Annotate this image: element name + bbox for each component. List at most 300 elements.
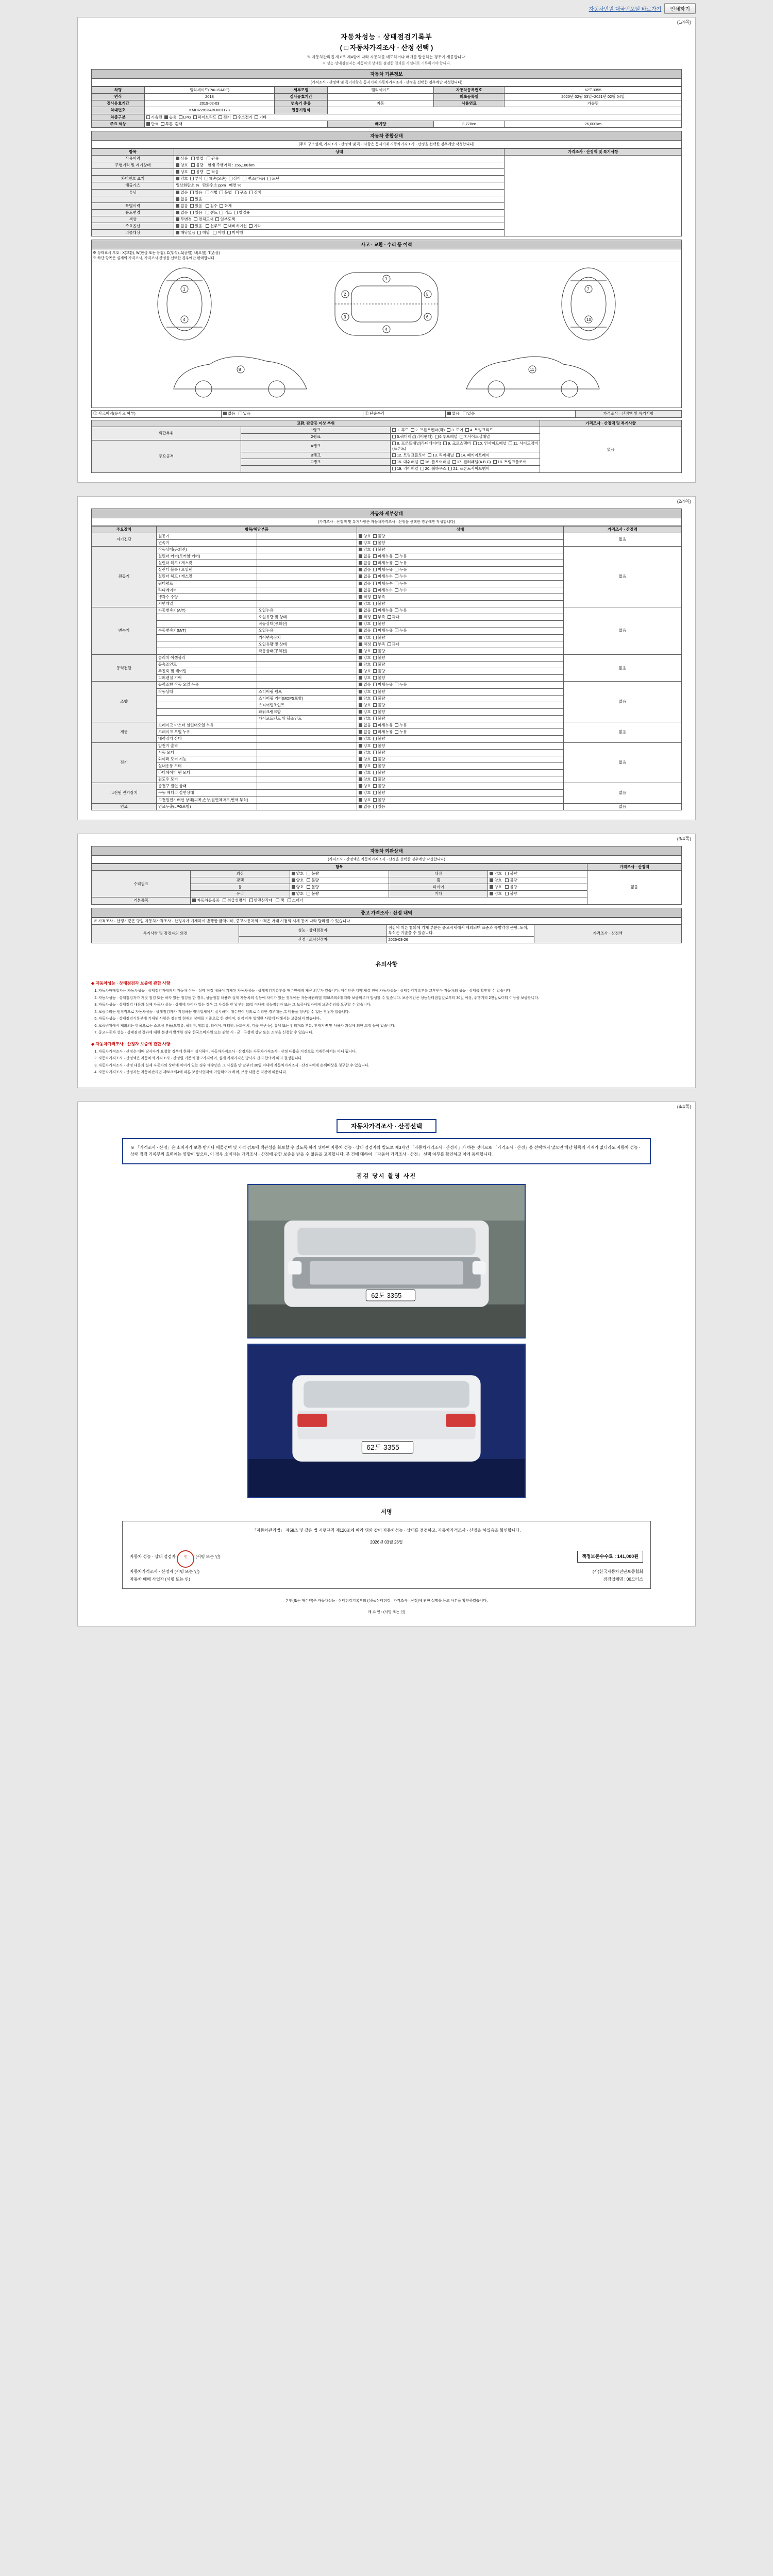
opt-5-2-0[interactable] (359, 736, 371, 741)
checkbox-icon[interactable] (206, 211, 209, 214)
checkbox-icon[interactable] (176, 177, 179, 180)
checkbox-icon[interactable] (220, 211, 223, 214)
opt-5-0-2[interactable] (395, 723, 407, 727)
print-button[interactable]: 인쇄하기 (664, 3, 696, 14)
opt-usage-commercial[interactable]: 상용 (176, 156, 188, 161)
opt-etc[interactable]: 기타 (255, 115, 267, 120)
checkbox-icon[interactable] (373, 656, 377, 659)
opt-ext2-bad-1[interactable]: 불량 (505, 878, 517, 883)
opt-6-5-0[interactable] (359, 777, 371, 782)
checkbox-icon[interactable] (359, 663, 362, 666)
opt-usechange-yes[interactable]: 있음 (190, 210, 203, 215)
opt-0-1-1[interactable] (373, 540, 385, 545)
opt-hydrogen[interactable]: 수소전기 (233, 115, 253, 120)
opt-3-3-1[interactable] (373, 675, 385, 680)
checkbox-icon[interactable] (392, 453, 396, 457)
opt-7-1-0[interactable] (359, 790, 371, 795)
checkbox-icon[interactable] (421, 467, 424, 470)
opt-ext2-good-3[interactable]: 양호 (490, 891, 502, 896)
checkbox-icon[interactable] (249, 224, 253, 228)
opt-ext-good-3[interactable]: 양호 (292, 891, 304, 896)
checkbox-icon[interactable] (490, 892, 493, 895)
checkbox-icon[interactable] (359, 608, 362, 612)
checkbox-icon[interactable] (373, 757, 377, 761)
checkbox-icon[interactable] (460, 435, 463, 438)
opt-1-2-0[interactable] (359, 561, 371, 565)
opt-1-8-0[interactable] (359, 601, 371, 606)
opt-3-1-1[interactable] (373, 662, 385, 667)
opt-3-0-0[interactable] (359, 655, 371, 660)
opt-navigation[interactable]: 내비게이션 (224, 224, 247, 228)
checkbox-icon[interactable] (176, 211, 179, 214)
opt-fire[interactable]: 화재 (220, 204, 232, 208)
checkbox-icon[interactable] (373, 588, 377, 592)
opt-7-0-1[interactable] (373, 784, 385, 788)
opt-ext2-good-0[interactable]: 양호 (490, 871, 502, 876)
opt-2-5-1[interactable] (373, 642, 385, 647)
checkbox-icon[interactable] (392, 435, 396, 438)
checkbox-icon[interactable] (373, 723, 377, 727)
checkbox-icon[interactable] (505, 878, 509, 882)
opt-4-3-0[interactable] (359, 703, 371, 707)
checkbox-icon[interactable] (373, 636, 377, 639)
checkbox-icon[interactable] (359, 690, 362, 693)
opt-6-0-0[interactable] (359, 743, 371, 748)
checkbox-icon[interactable] (359, 615, 362, 619)
opt-vin-corrosion[interactable]: 부식 (190, 176, 203, 181)
opt-tuning-illegal[interactable]: 불법 (220, 190, 232, 195)
checkbox-icon[interactable] (255, 115, 258, 119)
checkbox-icon[interactable] (395, 723, 398, 727)
checkbox-icon[interactable] (164, 115, 168, 119)
opt-1-1-2[interactable] (395, 554, 407, 558)
checkbox-icon[interactable] (190, 191, 194, 194)
checkbox-icon[interactable] (288, 899, 291, 902)
opt-mileage-good[interactable]: 양호 (176, 163, 188, 167)
checkbox-icon[interactable] (192, 899, 196, 902)
opt-4-0-2[interactable] (395, 682, 407, 687)
checkbox-icon[interactable] (359, 764, 362, 768)
checkbox-icon[interactable] (456, 453, 460, 457)
opt-vin-good[interactable]: 양호 (176, 176, 188, 181)
opt-8-0-1[interactable] (373, 804, 385, 809)
opt-1-0-0[interactable] (359, 547, 371, 552)
checkbox-icon[interactable] (493, 460, 497, 464)
checkbox-icon[interactable] (359, 541, 362, 545)
checkbox-icon[interactable] (220, 204, 223, 208)
checkbox-icon[interactable] (373, 777, 377, 781)
opt-tuning-device[interactable]: 장치 (249, 190, 262, 195)
checkbox-icon[interactable] (505, 892, 509, 895)
checkbox-icon[interactable] (235, 191, 239, 194)
opt-2-5-2[interactable] (388, 642, 400, 647)
checkbox-icon[interactable] (373, 582, 377, 585)
checkbox-icon[interactable] (373, 683, 377, 686)
checkbox-icon[interactable] (359, 561, 362, 565)
checkbox-icon[interactable] (373, 642, 377, 646)
opt-color-single[interactable]: 단색 (146, 122, 159, 126)
opt-1-6-1[interactable] (373, 588, 393, 592)
checkbox-icon[interactable] (373, 608, 377, 612)
opt-6-4-0[interactable] (359, 770, 371, 775)
opt-recall-notdone[interactable]: 미이행 (227, 230, 243, 235)
checkbox-icon[interactable] (421, 460, 424, 464)
opt-electric[interactable]: 전기 (219, 115, 231, 120)
checkbox-icon[interactable] (359, 548, 362, 551)
checkbox-icon[interactable] (292, 872, 295, 875)
checkbox-icon[interactable] (359, 703, 362, 707)
opt-repair-none[interactable]: 없음 (447, 411, 460, 416)
opt-1-0-1[interactable] (373, 547, 385, 552)
checkbox-icon[interactable] (443, 442, 447, 445)
checkbox-icon[interactable] (276, 899, 279, 902)
checkbox-icon[interactable] (206, 224, 209, 228)
opt-lease[interactable]: 리스 (220, 210, 232, 215)
opt-lpg[interactable]: LPG (179, 115, 191, 120)
checkbox-icon[interactable] (359, 554, 362, 558)
checkbox-icon[interactable] (359, 669, 362, 673)
checkbox-icon[interactable] (373, 690, 377, 693)
opt-1-4-1[interactable] (373, 574, 393, 579)
opt-2-6-0[interactable] (359, 649, 371, 653)
checkbox-icon[interactable] (359, 757, 362, 761)
checkbox-icon[interactable] (373, 548, 377, 551)
opt-tuning-yes[interactable]: 있음 (190, 190, 203, 195)
checkbox-icon[interactable] (395, 568, 398, 571)
checkbox-icon[interactable] (373, 710, 377, 714)
opt-2-3-2[interactable] (395, 628, 407, 633)
checkbox-icon[interactable] (388, 615, 391, 619)
checkbox-icon[interactable] (373, 771, 377, 774)
checkbox-icon[interactable] (229, 177, 232, 180)
checkbox-icon[interactable] (227, 231, 231, 234)
checkbox-icon[interactable] (465, 428, 469, 432)
opt-ext-good-0[interactable]: 양호 (292, 871, 304, 876)
opt-recall-na[interactable]: 해당없음 (176, 230, 195, 235)
checkbox-icon[interactable] (146, 115, 150, 119)
opt-2-0-0[interactable] (359, 608, 371, 613)
checkbox-icon[interactable] (373, 669, 377, 673)
opt-7-2-0[interactable] (359, 798, 371, 802)
opt-flood[interactable]: 침수 (206, 204, 218, 208)
checkbox-icon[interactable] (392, 467, 396, 470)
opt-5-0-1[interactable] (373, 723, 393, 727)
opt-2-3-1[interactable] (373, 628, 393, 633)
checkbox-icon[interactable] (395, 608, 398, 612)
checkbox-icon[interactable] (359, 636, 362, 639)
checkbox-icon[interactable] (292, 878, 295, 882)
checkbox-icon[interactable] (224, 224, 227, 228)
checkbox-icon[interactable] (215, 217, 219, 221)
opt-accident-none[interactable]: 없음 (223, 411, 236, 416)
opt-recall-done[interactable]: 이행 (213, 230, 225, 235)
opt-1-6-2[interactable] (395, 588, 407, 592)
opt-1-3-0[interactable] (359, 567, 371, 572)
opt-ext-good-1[interactable]: 양호 (292, 878, 304, 883)
checkbox-icon[interactable] (395, 554, 398, 558)
opt-color-full[interactable]: 전체도색 (194, 217, 213, 222)
opt-5-2-1[interactable] (373, 736, 385, 741)
opt-mileage-bad[interactable]: 불량 (191, 163, 204, 167)
checkbox-icon[interactable] (392, 442, 396, 445)
opt-accident-yes[interactable]: 있음 (239, 411, 251, 416)
opt-usage-gov[interactable]: 관용 (207, 156, 219, 161)
opt-ext2-bad-3[interactable]: 불량 (505, 891, 517, 896)
checkbox-icon[interactable] (447, 412, 451, 415)
checkbox-icon[interactable] (395, 588, 398, 592)
checkbox-icon[interactable] (190, 204, 194, 208)
opt-options-yes[interactable]: 있음 (190, 224, 203, 228)
opt-6-3-0[interactable] (359, 764, 371, 768)
opt-vin-damage[interactable]: 훼손(오손) (205, 176, 227, 181)
opt-8-0-0[interactable] (359, 804, 371, 809)
checkbox-icon[interactable] (233, 115, 237, 119)
checkbox-icon[interactable] (161, 122, 164, 126)
checkbox-icon[interactable] (206, 191, 209, 194)
opt-ext2-bad-0[interactable]: 불량 (505, 871, 517, 876)
checkbox-icon[interactable] (146, 122, 150, 126)
checkbox-icon[interactable] (190, 177, 194, 180)
checkbox-icon[interactable] (190, 197, 194, 201)
opt-0-1-0[interactable] (359, 540, 371, 545)
checkbox-icon[interactable] (359, 791, 362, 794)
checkbox-icon[interactable] (490, 885, 493, 889)
checkbox-icon[interactable] (307, 878, 310, 882)
checkbox-icon[interactable] (176, 197, 179, 201)
checkbox-icon[interactable] (395, 561, 398, 565)
checkbox-icon[interactable] (292, 892, 295, 895)
checkbox-icon[interactable] (359, 771, 362, 774)
opt-1-5-1[interactable] (373, 581, 393, 586)
opt-tuning-legal[interactable]: 적법 (206, 190, 218, 195)
checkbox-icon[interactable] (373, 649, 377, 653)
opt-1-6-0[interactable] (359, 588, 371, 592)
checkbox-icon[interactable] (373, 717, 377, 720)
checkbox-icon[interactable] (359, 723, 362, 727)
opt-ext-bad-1[interactable]: 불량 (307, 878, 319, 883)
opt-gasoline[interactable]: 가솔린 (146, 115, 162, 120)
checkbox-icon[interactable] (197, 231, 201, 234)
opt-1-8-1[interactable] (373, 601, 385, 606)
checkbox-icon[interactable] (359, 649, 362, 653)
checkbox-icon[interactable] (359, 676, 362, 680)
checkbox-icon[interactable] (359, 588, 362, 592)
checkbox-icon[interactable] (373, 730, 377, 734)
checkbox-icon[interactable] (249, 191, 253, 194)
opt-4-5-1[interactable] (373, 716, 385, 721)
opt-6-5-1[interactable] (373, 777, 385, 782)
checkbox-icon[interactable] (223, 899, 226, 902)
checkbox-icon[interactable] (205, 177, 208, 180)
opt-2-4-0[interactable] (359, 635, 371, 640)
checkbox-icon[interactable] (373, 737, 377, 740)
opt-good[interactable]: 양호 (176, 170, 188, 174)
checkbox-icon[interactable] (373, 703, 377, 707)
checkbox-icon[interactable] (359, 717, 362, 720)
opt-repair-yes[interactable]: 있음 (463, 411, 475, 416)
checkbox-icon[interactable] (359, 582, 362, 585)
opt-6-1-1[interactable] (373, 750, 385, 755)
checkbox-icon[interactable] (395, 629, 398, 632)
checkbox-icon[interactable] (359, 642, 362, 646)
checkbox-icon[interactable] (359, 777, 362, 781)
checkbox-icon[interactable] (395, 574, 398, 578)
checkbox-icon[interactable] (373, 554, 377, 558)
opt-options-etc[interactable]: 기타 (249, 224, 261, 228)
checkbox-icon[interactable] (359, 574, 362, 578)
checkbox-icon[interactable] (373, 568, 377, 571)
checkbox-icon[interactable] (452, 460, 456, 464)
opt-4-0-1[interactable] (373, 682, 393, 687)
checkbox-icon[interactable] (176, 231, 179, 234)
opt-1-1-1[interactable] (373, 554, 393, 558)
checkbox-icon[interactable] (373, 574, 377, 578)
checkbox-icon[interactable] (207, 157, 210, 160)
checkbox-icon[interactable] (359, 751, 362, 754)
opt-1-5-2[interactable] (395, 581, 407, 586)
opt-ext-bad-2[interactable]: 불량 (307, 885, 319, 889)
opt-2-2-0[interactable] (359, 621, 371, 626)
opt-usechange-none[interactable]: 없음 (176, 210, 188, 215)
checkbox-icon[interactable] (359, 568, 362, 571)
opt-vin-altered[interactable]: 변조(타공) (243, 176, 265, 181)
checkbox-icon[interactable] (307, 892, 310, 895)
checkbox-icon[interactable] (373, 561, 377, 565)
opt-4-4-0[interactable] (359, 709, 371, 714)
opt-base-4[interactable]: 스패너 (288, 898, 304, 903)
opt-base-3[interactable]: 잭 (276, 898, 284, 903)
opt-2-3-0[interactable] (359, 628, 371, 633)
checkbox-icon[interactable] (307, 872, 310, 875)
checkbox-icon[interactable] (243, 177, 246, 180)
opt-2-4-1[interactable] (373, 635, 385, 640)
checkbox-icon[interactable] (239, 412, 242, 415)
opt-7-0-0[interactable] (359, 784, 371, 788)
opt-3-1-0[interactable] (359, 662, 371, 667)
checkbox-icon[interactable] (179, 115, 182, 119)
checkbox-icon[interactable] (395, 683, 398, 686)
checkbox-icon[interactable] (373, 697, 377, 700)
checkbox-icon[interactable] (359, 710, 362, 714)
opt-none2[interactable]: 없음 (176, 197, 188, 201)
opt-6-2-0[interactable] (359, 757, 371, 761)
checkbox-icon[interactable] (428, 453, 431, 457)
opt-sedan[interactable]: 승용 (164, 115, 177, 120)
checkbox-icon[interactable] (207, 170, 210, 174)
checkbox-icon[interactable] (176, 157, 179, 160)
checkbox-icon[interactable] (176, 170, 179, 174)
checkbox-icon[interactable] (373, 751, 377, 754)
opt-5-1-0[interactable] (359, 730, 371, 734)
opt-1-3-2[interactable] (395, 567, 407, 572)
checkbox-icon[interactable] (473, 442, 477, 445)
opt-4-5-0[interactable] (359, 716, 371, 721)
opt-6-1-0[interactable] (359, 750, 371, 755)
opt-2-0-1[interactable] (373, 608, 393, 613)
opt-7-2-1[interactable] (373, 798, 385, 802)
opt-commercial[interactable]: 영업용 (234, 210, 250, 215)
checkbox-icon[interactable] (234, 211, 238, 214)
opt-tuning-none[interactable]: 없음 (176, 190, 188, 195)
opt-1-2-2[interactable] (395, 561, 407, 565)
opt-2-6-1[interactable] (373, 649, 385, 653)
checkbox-icon[interactable] (359, 622, 362, 625)
checkbox-icon[interactable] (191, 157, 195, 160)
checkbox-icon[interactable] (392, 460, 396, 464)
checkbox-icon[interactable] (373, 784, 377, 788)
opt-4-2-1[interactable] (373, 696, 385, 701)
checkbox-icon[interactable] (359, 697, 362, 700)
checkbox-icon[interactable] (176, 163, 179, 167)
checkbox-icon[interactable] (509, 442, 512, 445)
checkbox-icon[interactable] (191, 170, 195, 174)
checkbox-icon[interactable] (373, 663, 377, 666)
opt-1-4-2[interactable] (395, 574, 407, 579)
checkbox-icon[interactable] (249, 899, 253, 902)
checkbox-icon[interactable] (490, 872, 493, 875)
opt-0-0-0[interactable] (359, 534, 371, 538)
checkbox-icon[interactable] (411, 428, 414, 432)
opt-6-2-1[interactable] (373, 757, 385, 761)
checkbox-icon[interactable] (505, 885, 509, 889)
opt-color-partial[interactable]: 일부도색 (215, 217, 235, 222)
opt-options-none[interactable]: 없음 (176, 224, 188, 228)
checkbox-icon[interactable] (359, 744, 362, 748)
opt-1-4-0[interactable] (359, 574, 371, 579)
checkbox-icon[interactable] (435, 435, 439, 438)
opt-bad[interactable]: 불량 (191, 170, 204, 174)
opt-4-0-0[interactable] (359, 682, 371, 687)
checkbox-icon[interactable] (373, 629, 377, 632)
checkbox-icon[interactable] (176, 191, 179, 194)
opt-recall-yes[interactable]: 해당 (197, 230, 210, 235)
opt-vin-diff[interactable]: 상이 (229, 176, 241, 181)
checkbox-icon[interactable] (223, 412, 227, 415)
opt-5-1-2[interactable] (395, 730, 407, 734)
checkbox-icon[interactable] (190, 224, 194, 228)
opt-hybrid[interactable]: 하이브리드 (193, 115, 216, 120)
opt-0-0-1[interactable] (373, 534, 385, 538)
checkbox-icon[interactable] (373, 764, 377, 768)
opt-1-7-1[interactable] (373, 595, 385, 599)
opt-2-1-0[interactable] (359, 615, 371, 619)
opt-ext2-good-1[interactable]: 양호 (490, 878, 502, 883)
checkbox-icon[interactable] (213, 231, 216, 234)
checkbox-icon[interactable] (359, 656, 362, 659)
opt-6-3-1[interactable] (373, 764, 385, 768)
checkbox-icon[interactable] (463, 412, 466, 415)
opt-3-3-0[interactable] (359, 675, 371, 680)
checkbox-icon[interactable] (220, 191, 223, 194)
opt-2-1-2[interactable] (388, 615, 400, 619)
opt-6-0-1[interactable] (373, 743, 385, 748)
opt-2-1-1[interactable] (373, 615, 385, 619)
checkbox-icon[interactable] (373, 744, 377, 748)
checkbox-icon[interactable] (176, 204, 179, 208)
checkbox-icon[interactable] (373, 541, 377, 545)
checkbox-icon[interactable] (193, 115, 197, 119)
opt-4-3-1[interactable] (373, 703, 385, 707)
checkbox-icon[interactable] (219, 115, 222, 119)
checkbox-icon[interactable] (373, 791, 377, 794)
checkbox-icon[interactable] (359, 595, 362, 599)
opt-usage-business[interactable]: 영업 (191, 156, 204, 161)
checkbox-icon[interactable] (359, 737, 362, 740)
checkbox-icon[interactable] (395, 730, 398, 734)
checkbox-icon[interactable] (359, 629, 362, 632)
checkbox-icon[interactable] (359, 805, 362, 808)
opt-ext2-bad-2[interactable]: 불량 (505, 885, 517, 889)
